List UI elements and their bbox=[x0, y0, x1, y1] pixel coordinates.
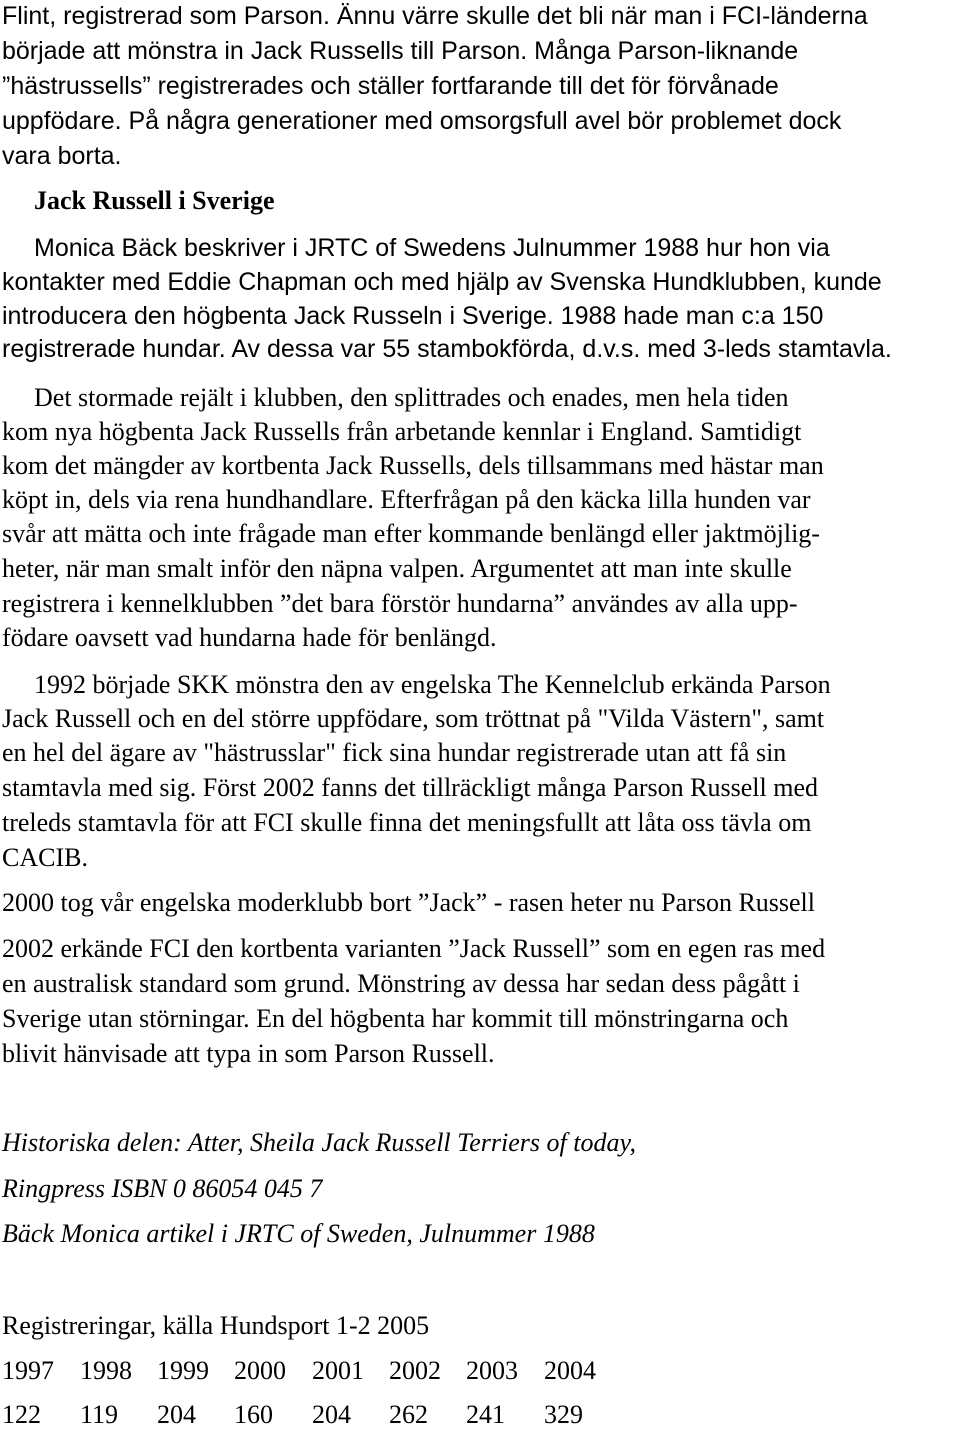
body-line: en australisk standard som grund. Mönstring av dessa har sedan dess pågått i bbox=[2, 969, 800, 998]
body-line: 2000 tog vår engelska moderklubb bort ”Jack” - rasen heter nu Parson Russell bbox=[2, 888, 816, 917]
year-cell: 1998 bbox=[80, 1356, 132, 1385]
year-cell: 1999 bbox=[157, 1356, 209, 1385]
intro-line: vara borta. bbox=[2, 142, 122, 170]
body-line: svår att mätta och inte frågade man efter kommande benlängd eller jaktmöjlig- bbox=[2, 519, 820, 548]
body-line: födare oavsett vad hundarna hade för benlängd. bbox=[2, 623, 497, 652]
body-line: blivit hänvisade att typa in som Parson Russell. bbox=[2, 1039, 495, 1068]
year-cell: 2000 bbox=[234, 1356, 286, 1385]
body-line: introducera den högbenta Jack Russeln i Sverige. 1988 hade man c:a 150 bbox=[2, 302, 824, 330]
year-cell: 2002 bbox=[389, 1356, 441, 1385]
body-line: kontakter med Eddie Chapman och med hjälp av Svenska Hundklubben, kunde bbox=[2, 268, 882, 296]
intro-line: Flint, registrerad som Parson. Ännu värre skulle det bli när man i FCI-länderna bbox=[2, 2, 868, 30]
body-line: köpt in, dels via rena hundhandlare. Efterfrågan på den käcka lilla hunden var bbox=[2, 485, 811, 514]
year-cell: 2004 bbox=[544, 1356, 596, 1385]
body-line: Monica Bäck beskriver i JRTC of Swedens Julnummer 1988 hur hon via bbox=[34, 234, 830, 262]
body-line: CACIB. bbox=[2, 843, 88, 872]
intro-line: började att mönstra in Jack Russells till Parson. Många Parson-liknande bbox=[2, 37, 799, 65]
source-line: Historiska delen: Atter, Sheila Jack Russell Terriers of today, bbox=[2, 1128, 637, 1157]
intro-line: ”hästrussells” registrerades och ställer fortfarande till det för förvånade bbox=[2, 72, 779, 100]
body-line: 2002 erkände FCI den kortbenta varianten ”Jack Russell” som en egen ras med bbox=[2, 934, 826, 963]
count-cell: 262 bbox=[389, 1400, 428, 1429]
body-line: Det stormade rejält i klubben, den splittrades och enades, men hela tiden bbox=[34, 383, 789, 412]
count-cell: 119 bbox=[80, 1400, 119, 1429]
body-line: 1992 började SKK mönstra den av engelska The Kennelclub erkända Parson bbox=[34, 670, 831, 699]
body-line: Jack Russell och en del större uppfödare, som tröttnat på "Vilda Västern", samt bbox=[2, 704, 825, 733]
body-line: en hel del ägare av "hästrusslar" fick sina hundar registrerade utan att få sin bbox=[2, 738, 787, 767]
body-line: kom nya högbenta Jack Russells från arbetande kennlar i England. Samtidigt bbox=[2, 417, 802, 446]
body-line: treleds stamtavla för att FCI skulle finna det meningsfullt att låta oss tävla om bbox=[2, 808, 812, 837]
year-cell: 1997 bbox=[2, 1356, 54, 1385]
source-line: Ringpress ISBN 0 86054 045 7 bbox=[2, 1174, 323, 1203]
body-line: Sverige utan störningar. En del högbenta har kommit till mönstringarna och bbox=[2, 1004, 789, 1033]
section-heading: Jack Russell i Sverige bbox=[34, 186, 275, 215]
registrations-title: Registreringar, källa Hundsport 1-2 2005 bbox=[2, 1311, 430, 1340]
year-cell: 2001 bbox=[312, 1356, 364, 1385]
year-cell: 2003 bbox=[466, 1356, 518, 1385]
body-line: registrera i kennelklubben ”det bara förstör hundarna” användes av alla upp- bbox=[2, 589, 798, 618]
body-line: registrerade hundar. Av dessa var 55 stambokförda, d.v.s. med 3-leds stamtavla. bbox=[2, 335, 892, 363]
body-line: heter, när man smalt inför den näpna valpen. Argumentet att man inte skulle bbox=[2, 554, 792, 583]
count-cell: 329 bbox=[544, 1400, 583, 1429]
count-cell: 241 bbox=[466, 1400, 505, 1429]
count-cell: 204 bbox=[157, 1400, 196, 1429]
intro-line: uppfödare. På några generationer med omsorgsfull avel bör problemet dock bbox=[2, 107, 842, 135]
count-cell: 122 bbox=[2, 1400, 41, 1429]
body-line: stamtavla med sig. Först 2002 fanns det tillräckligt många Parson Russell med bbox=[2, 773, 818, 802]
count-cell: 204 bbox=[312, 1400, 351, 1429]
count-cell: 160 bbox=[234, 1400, 273, 1429]
body-line: kom det mängder av kortbenta Jack Russells, dels tillsammans med hästar man bbox=[2, 451, 824, 480]
source-line: Bäck Monica artikel i JRTC of Sweden, Julnummer 1988 bbox=[2, 1219, 595, 1248]
